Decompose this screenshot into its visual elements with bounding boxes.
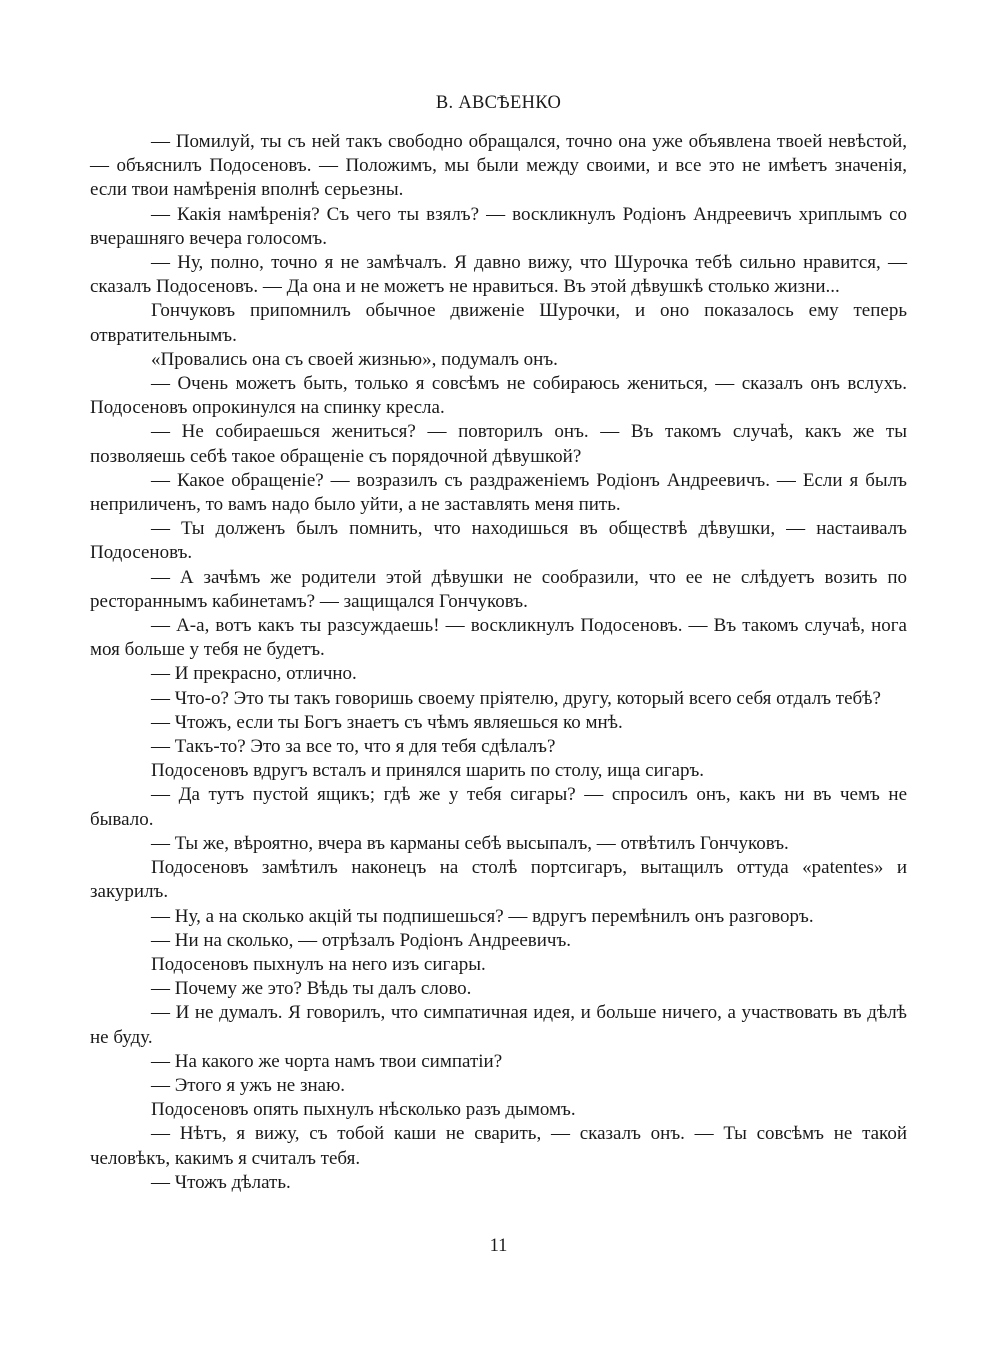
paragraph: Гончуковъ припомнилъ обычное движеніе Шурочки, и оно показалось ему теперь отвратительнымъ. xyxy=(90,300,907,346)
paragraph: — Помилуй, ты съ ней такъ свободно обращался, точно она уже объявлена твоей невѣстой, — объяснилъ Подосеновъ. — Положимъ, мы были между своими, и все это не имѣетъ значенія, если твои намѣренія вполнѣ серьезны. xyxy=(90,131,907,201)
body-text xyxy=(90,130,907,1195)
paragraph: — Какое обращеніе? — возразилъ съ раздраженіемъ Родіонъ Андреевичъ. — Если я былъ неприличенъ, то вамъ надо было уйти, а не заставлять меня пить. xyxy=(90,469,907,516)
paragraph: — Чтожъ, если ты Богъ знаетъ съ чѣмъ являешься ко мнѣ. xyxy=(151,711,623,733)
paragraph: Подосеновъ замѣтилъ наконецъ на столѣ портсигаръ, вытащилъ оттуда «patentes» и закурилъ. xyxy=(90,857,907,903)
paragraph: — Да тутъ пустой ящикъ; гдѣ же у тебя сигары? — спросилъ онъ, какъ ни въ чемъ не бывало. xyxy=(90,784,907,830)
paragraph: — Ты же, вѣроятно, вчера въ карманы себѣ высыпалъ, — отвѣтилъ Гончуковъ. xyxy=(151,832,789,854)
paragraph: — А-а, вотъ какъ ты разсуждаешь! — воскликнулъ Подосеновъ. — Въ такомъ случаѣ, нога моя больше у тебя не будетъ. xyxy=(90,615,907,661)
paragraph: — Чтожъ дѣлать. xyxy=(151,1171,291,1193)
paragraph: — А зачѣмъ же родители этой дѣвушки не сообразили, что ее не слѣдуетъ возить по рестораннымъ кабинетамъ? — защищался Гончуковъ. xyxy=(90,566,907,612)
paragraph: Подосеновъ опять пыхнулъ нѣсколько разъ дымомъ. xyxy=(151,1099,576,1121)
paragraph: — Ты долженъ былъ помнить, что находишься въ обществѣ дѣвушки, — настаивалъ Подосеновъ. xyxy=(90,518,907,564)
paragraph: — На какого же чорта намъ твои симпатіи? xyxy=(151,1050,503,1072)
paragraph: — Ну, а на сколько акцій ты подпишешься? — вдругъ перемѣнилъ онъ разговоръ. xyxy=(151,905,814,927)
running-head: В. АВСѢЕНКО xyxy=(435,93,562,113)
paragraph: — Ни на сколько, — отрѣзалъ Родіонъ Андреевичъ. xyxy=(151,929,572,951)
book-page xyxy=(90,0,907,1366)
paragraph: — Нѣтъ, я вижу, съ тобой каши не сварить, — сказалъ онъ. — Ты совсѣмъ не такой человѣкъ, какимъ я считалъ тебя. xyxy=(90,1123,907,1169)
paragraph: — Какія намѣренія? Съ чего ты взялъ? — воскликнулъ Родіонъ Андреевичъ хриплымъ со вчерашняго вечера голосомъ. xyxy=(90,203,907,249)
paragraph: «Провались она съ своей жизнью», подумалъ онъ. xyxy=(151,348,558,370)
paragraph: — Почему же это? Вѣдь ты далъ слово. xyxy=(151,978,472,1000)
paragraph: — Не собираешься жениться? — повторилъ онъ. — Въ такомъ случаѣ, какъ же ты позволяешь себѣ такое обращеніе съ порядочной дѣвушкой? xyxy=(90,421,907,467)
paragraph: — И не думалъ. Я говорилъ, что симпатичная идея, и больше ничего, а участвовать въ дѣлѣ не буду. xyxy=(90,1002,907,1048)
paragraph: — Этого я ужъ не знаю. xyxy=(151,1074,346,1096)
paragraph: — И прекрасно, отлично. xyxy=(151,663,357,685)
paragraph: — Такъ-то? Это за все то, что я для тебя сдѣлалъ? xyxy=(151,736,556,758)
paragraph: Подосеновъ пыхнулъ на него изъ сигары. xyxy=(151,953,486,975)
paragraph: — Что-о? Это ты такъ говоришь своему пріятелю, другу, который всего себя отдалъ тебѣ? xyxy=(151,687,881,709)
paragraph: — Очень можетъ быть, только я совсѣмъ не собираюсь жениться, — сказалъ онъ вслухъ. Подосеновъ опрокинулся на спинку кресла. xyxy=(90,373,907,419)
paragraph: Подосеновъ вдругъ всталъ и принялся шарить по столу, ища сигаръ. xyxy=(151,760,705,782)
paragraph: — Ну, полно, точно я не замѣчалъ. Я давно вижу, что Шурочка тебѣ сильно нравится, — сказалъ Подосеновъ. — Да она и не можетъ не нравиться. Въ этой дѣвушкѣ столько жизни... xyxy=(90,252,907,298)
page-number: 11 xyxy=(489,1236,508,1256)
